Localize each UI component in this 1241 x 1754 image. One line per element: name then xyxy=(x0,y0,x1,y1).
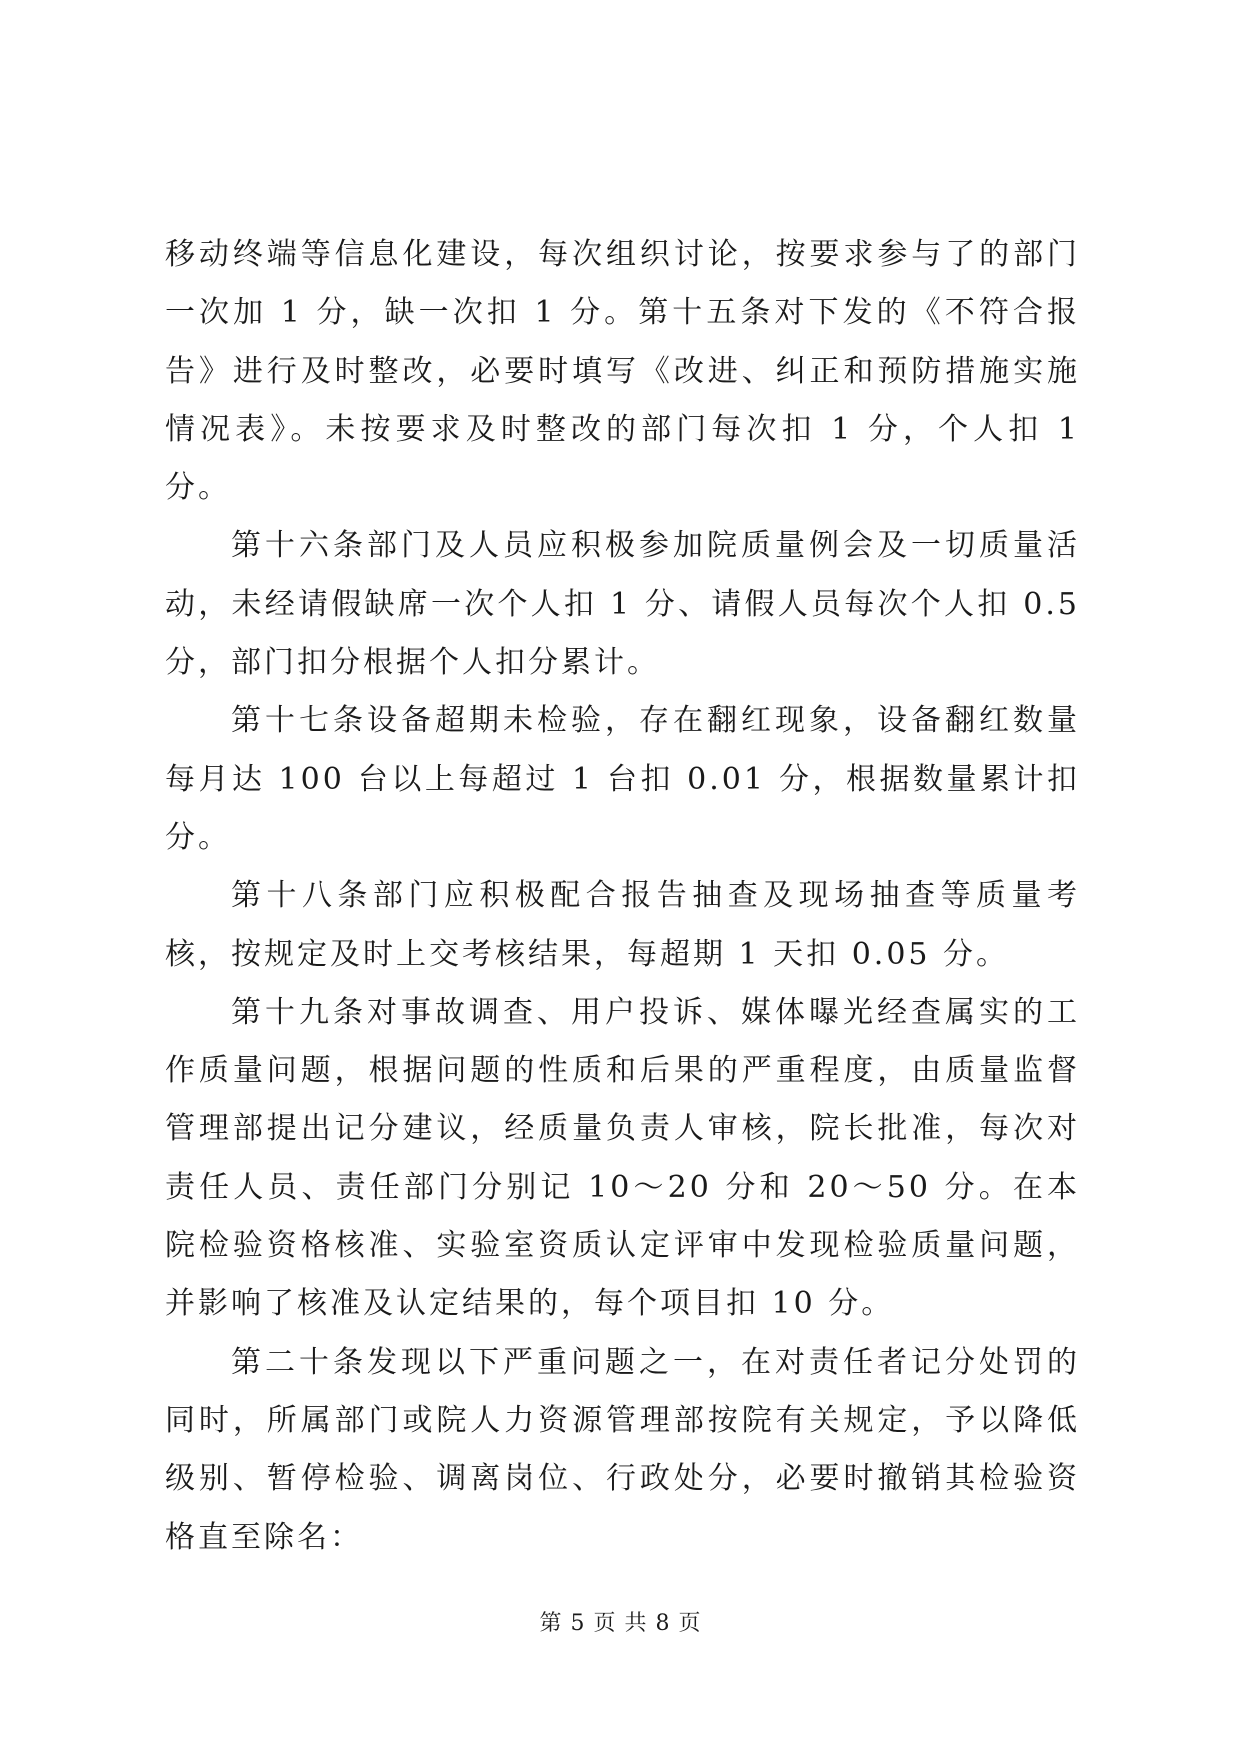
paragraph-article-18: 第十八条部门应积极配合报告抽查及现场抽查等质量考核，按规定及时上交考核结果，每超期 1 天扣 0.05 分。 xyxy=(165,878,1080,972)
paragraph-article-16: 第十六条部门及人员应积极参加院质量例会及一切质量活动，未经请假缺席一次个人扣 1 分、请假人员每次个人扣 0.5 分，部门扣分根据个人扣分累计。 xyxy=(165,528,1080,681)
paragraph-article-19: 第十九条对事故调查、用户投诉、媒体曝光经查属实的工作质量问题，根据问题的性质和后果的严重程度，由质量监督管理部提出记分建议，经质量负责人审核，院长批准，每次对责任人员、责任部门分别记 10～20 分和 20～50 分。在本院检验资格核准、实验室资质认定评审中发现检验质量问题，并影响了核准及认定结果的，每个项目扣 10 分。 xyxy=(165,994,1080,1322)
document-body xyxy=(165,226,1080,1567)
paragraph-continuation: 移动终端等信息化建设，每次组织讨论，按要求参与了的部门一次加 1 分，缺一次扣 1 分。第十五条对下发的《不符合报告》进行及时整改，必要时填写《改进、纠正和预防措施实施情况表》。未按要求及时整改的部门每次扣 1 分，个人扣 1 分。 xyxy=(165,237,1080,506)
page-number-footer: 第 5 页 共 8 页 xyxy=(539,1611,702,1636)
paragraph-article-20: 第二十条发现以下严重问题之一，在对责任者记分处罚的同时，所属部门或院人力资源管理部按院有关规定，予以降低级别、暂停检验、调离岗位、行政处分，必要时撤销其检验资格直至除名： xyxy=(165,1344,1080,1555)
paragraph-article-17: 第十七条设备超期未检验，存在翻红现象，设备翻红数量每月达 100 台以上每超过 1 台扣 0.01 分，根据数量累计扣分。 xyxy=(165,703,1080,855)
